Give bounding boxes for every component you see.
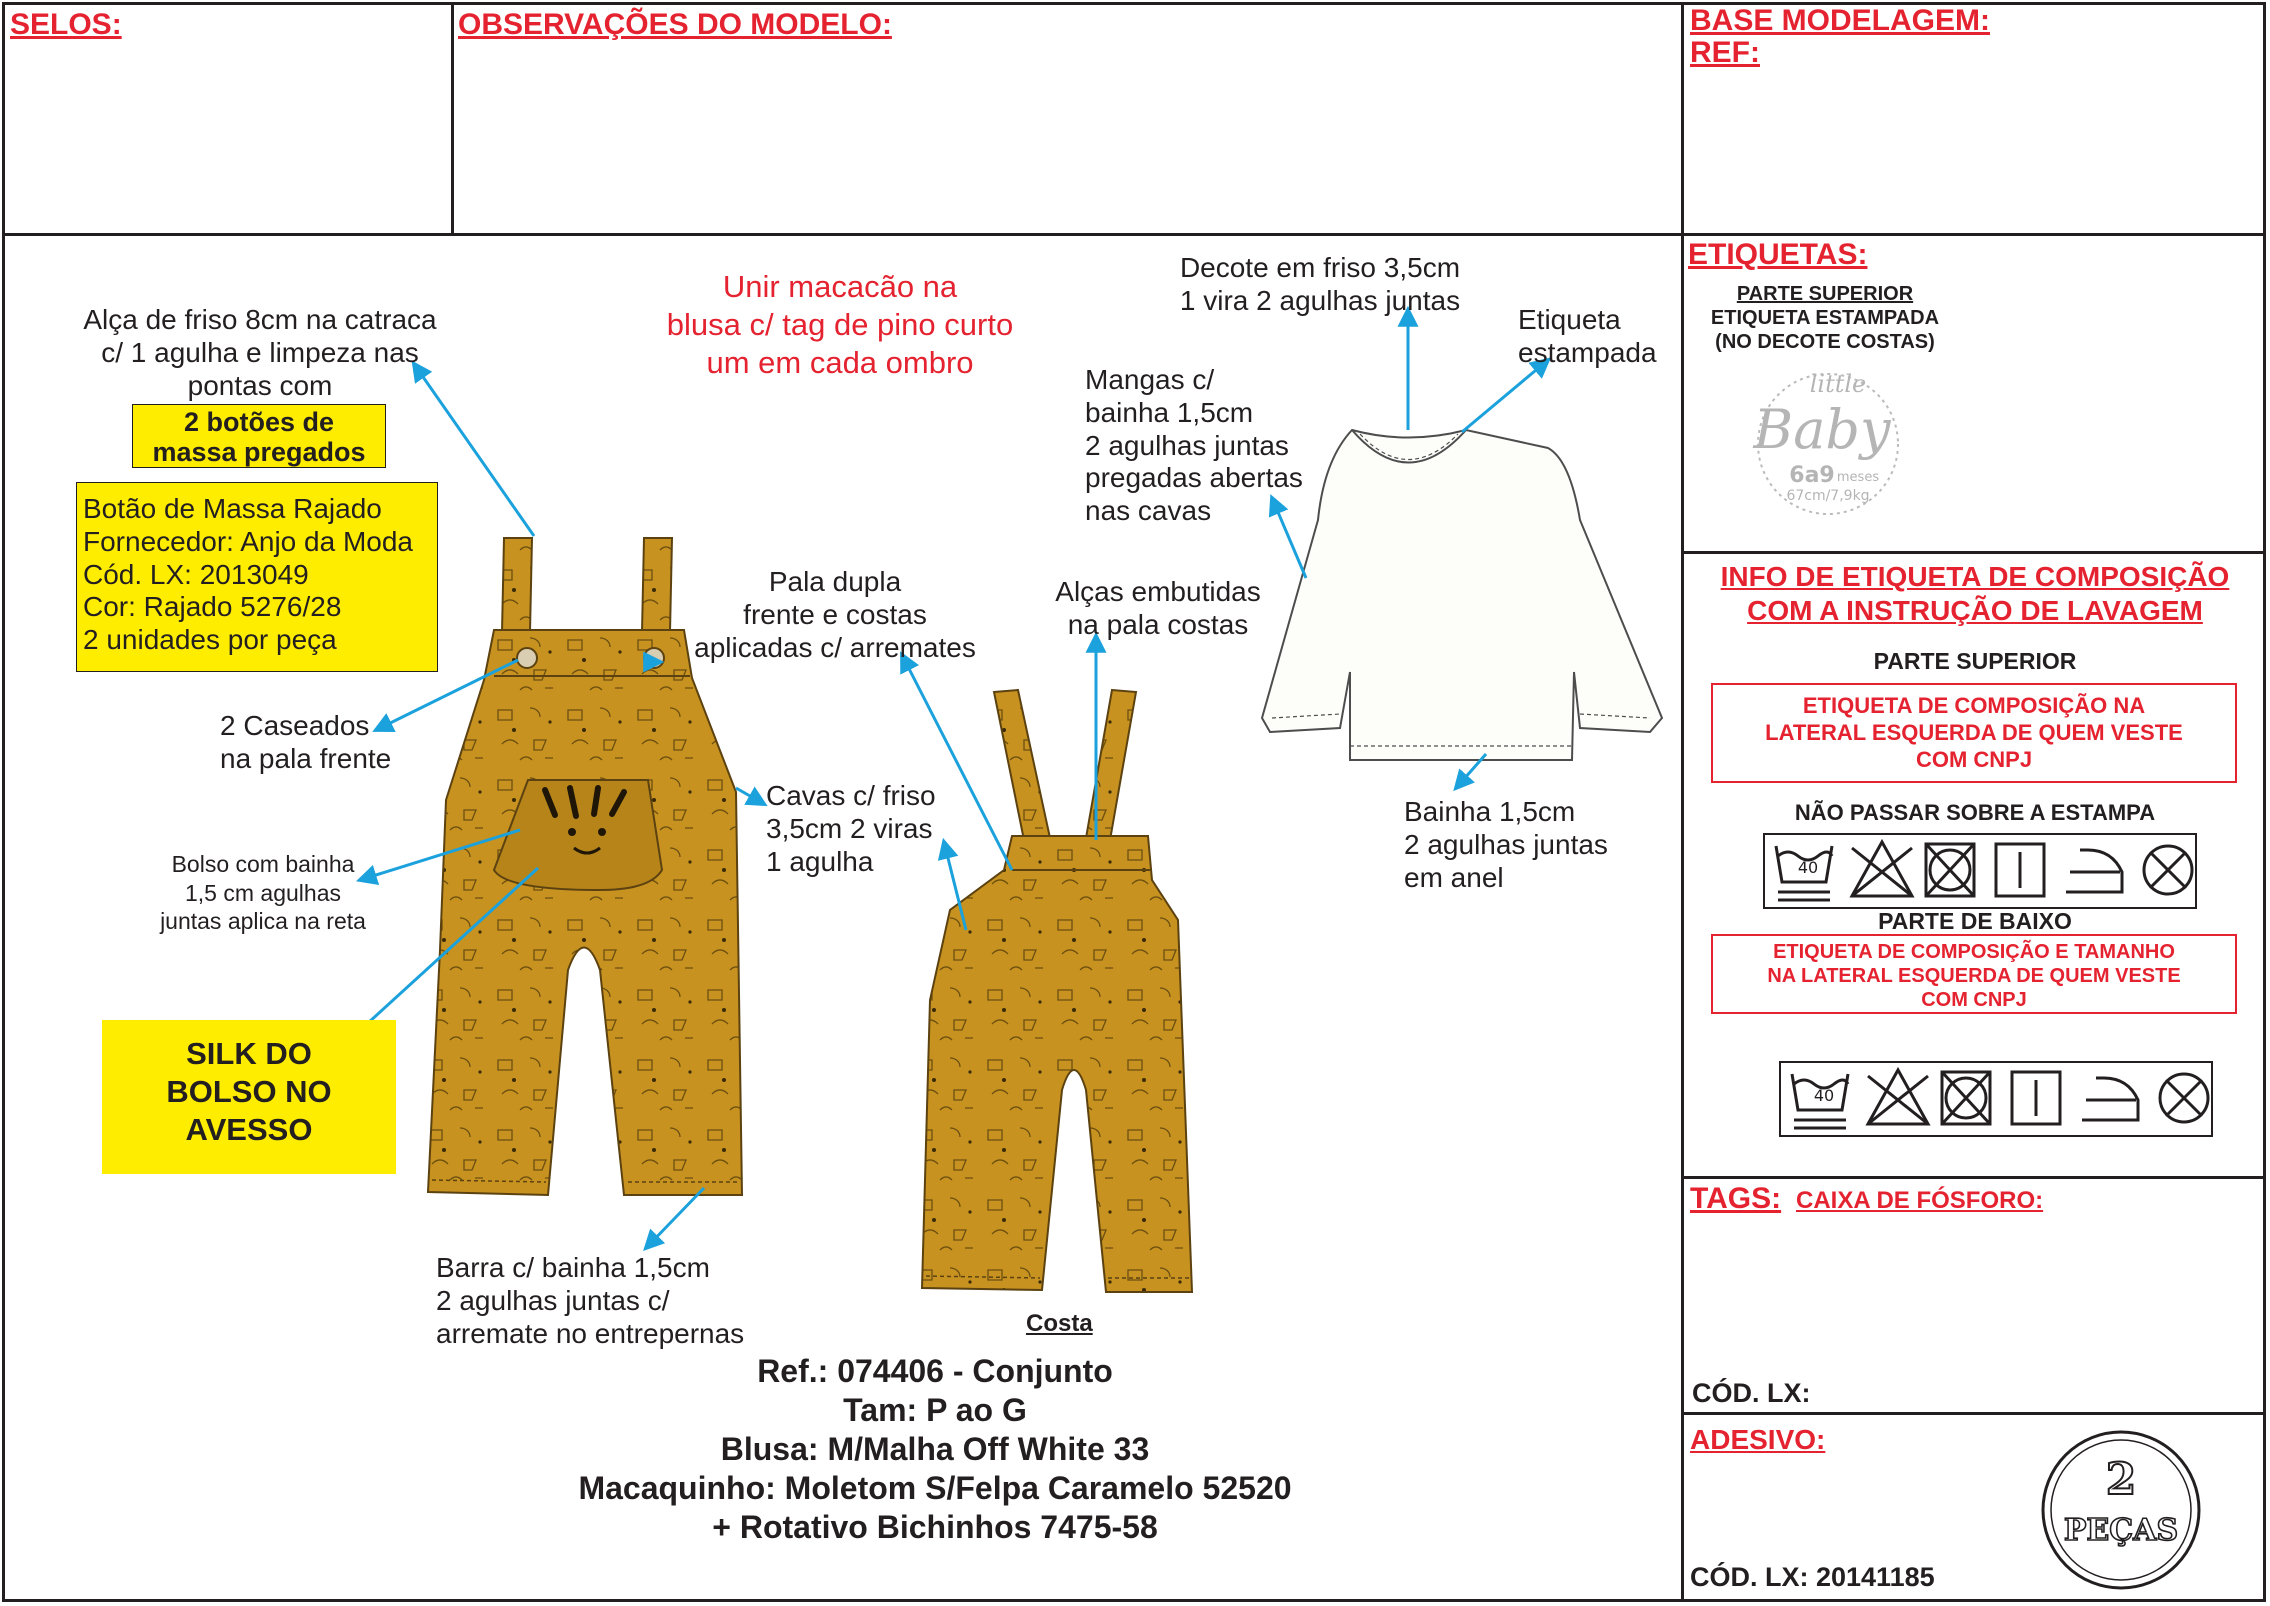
wash-temp-2: 40 [1813, 1086, 1835, 1105]
wash-temp-1: 40 [1797, 858, 1819, 877]
alcas-embutidas-note: Alças embutidas na pala costas [1055, 576, 1261, 640]
etiqueta-note: Etiqueta estampada [1518, 304, 1657, 368]
botoes-box: 2 botões de massa pregados [132, 404, 386, 468]
two-pieces-seal [2043, 1432, 2199, 1588]
pala-note: Pala dupla frente e costas aplicadas c/ arremates [694, 566, 976, 663]
base-modelagem-title: BASE MODELAGEM: [1690, 4, 1990, 37]
botao-info-box: Botão de Massa Rajado Fornecedor: Anjo da Moda Cód. LX: 2013049 Cor: Rajado 5276/28 2 unidades por peça [76, 482, 438, 672]
observacoes-title: OBSERVAÇÕES DO MODELO: [458, 8, 892, 41]
long-sleeve-top [1262, 430, 1662, 760]
logo-measure: 67cm/7,9kg [1786, 488, 1870, 504]
info-title: INFO DE ETIQUETA DE COMPOSIÇÃO COM A INSTRUÇÃO DE LAVAGEM [1720, 561, 2230, 626]
silk-box: SILK DO BOLSO NO AVESSO [102, 1020, 396, 1174]
overall-back [922, 690, 1192, 1292]
caseados-note: 2 Caseados na pala frente [220, 710, 392, 774]
comp-superior-box: ETIQUETA DE COMPOSIÇÃO NA LATERAL ESQUERDA DE QUEM VESTE COM CNPJ [1711, 683, 2237, 783]
alca-note: Alça de friso 8cm na catraca c/ 1 agulha e limpeza nas pontas com [83, 304, 437, 401]
comp-baixo-box: ETIQUETA DE COMPOSIÇÃO E TAMANHO NA LATERAL ESQUERDA DE QUEM VESTE COM CNPJ [1711, 934, 2237, 1014]
adesivo-title: ADESIVO: [1690, 1424, 1826, 1455]
cod-lx-adesivo: CÓD. LX: 20141185 [1690, 1562, 1935, 1592]
product-rotativo: + Rotativo Bichinhos 7475-58 [712, 1509, 1158, 1546]
barra-note: Barra c/ bainha 1,5cm 2 agulhas juntas c/ arremate no entrepernas [436, 1252, 745, 1349]
logo-size: 6a9 [1789, 463, 1835, 488]
seal-word: PEÇAS [2063, 1513, 2179, 1548]
decote-note: Decote em friso 3,5cm 1 vira 2 agulhas juntas [1179, 252, 1461, 316]
costa-label: Costa [1026, 1310, 1093, 1337]
product-macaquinho: Macaquinho: Moletom S/Felpa Caramelo 52520 [578, 1470, 1292, 1507]
nao-passar-label: NÃO PASSAR SOBRE A ESTAMPA [1794, 800, 2156, 825]
parte-superior-2: PARTE SUPERIOR [1873, 648, 2077, 674]
product-tam: Tam: P ao G [843, 1392, 1027, 1429]
logo-baby: Baby [1753, 398, 1891, 461]
bolso-note: Bolso com bainha 1,5 cm agulhas juntas aplica na reta [160, 851, 366, 935]
bainha-note: Bainha 1,5cm 2 agulhas juntas em anel [1404, 796, 1608, 893]
seal-number: 2 [2105, 1454, 2137, 1505]
cod-lx-tags: CÓD. LX: [1692, 1378, 1811, 1408]
care-symbols-bottom [1780, 1062, 2212, 1136]
unir-note: Unir macacão na blusa c/ tag de pino curto um em cada ombro [666, 269, 1014, 380]
parte-superior-label: PARTE SUPERIOR ETIQUETA ESTAMPADA (NO DECOTE COSTAS) [1710, 283, 1940, 353]
little-baby-logo [1753, 370, 1898, 514]
care-symbols-top [1764, 834, 2196, 908]
parte-baixo-label: PARTE DE BAIXO [1878, 908, 2072, 934]
ref-title: REF: [1690, 36, 1760, 69]
product-info [520, 1352, 1350, 1547]
product-ref: Ref.: 074406 - Conjunto [757, 1353, 1113, 1389]
etiquetas-title: ETIQUETAS: [1688, 238, 1868, 271]
mangas-note: Mangas c/ bainha 1,5cm 2 agulhas juntas pregadas abertas nas cavas [1085, 364, 1303, 526]
logo-little: little [1809, 370, 1867, 398]
selos-title: SELOS: [10, 8, 122, 41]
cavas-note: Cavas c/ friso 3,5cm 2 viras 1 agulha [766, 780, 936, 877]
product-blusa: Blusa: M/Malha Off White 33 [720, 1431, 1150, 1468]
tags-title: TAGS: [1690, 1182, 1782, 1215]
logo-meses: meses [1836, 470, 1880, 485]
caixa-fosforo-title: CAIXA DE FÓSFORO: [1796, 1187, 2044, 1214]
